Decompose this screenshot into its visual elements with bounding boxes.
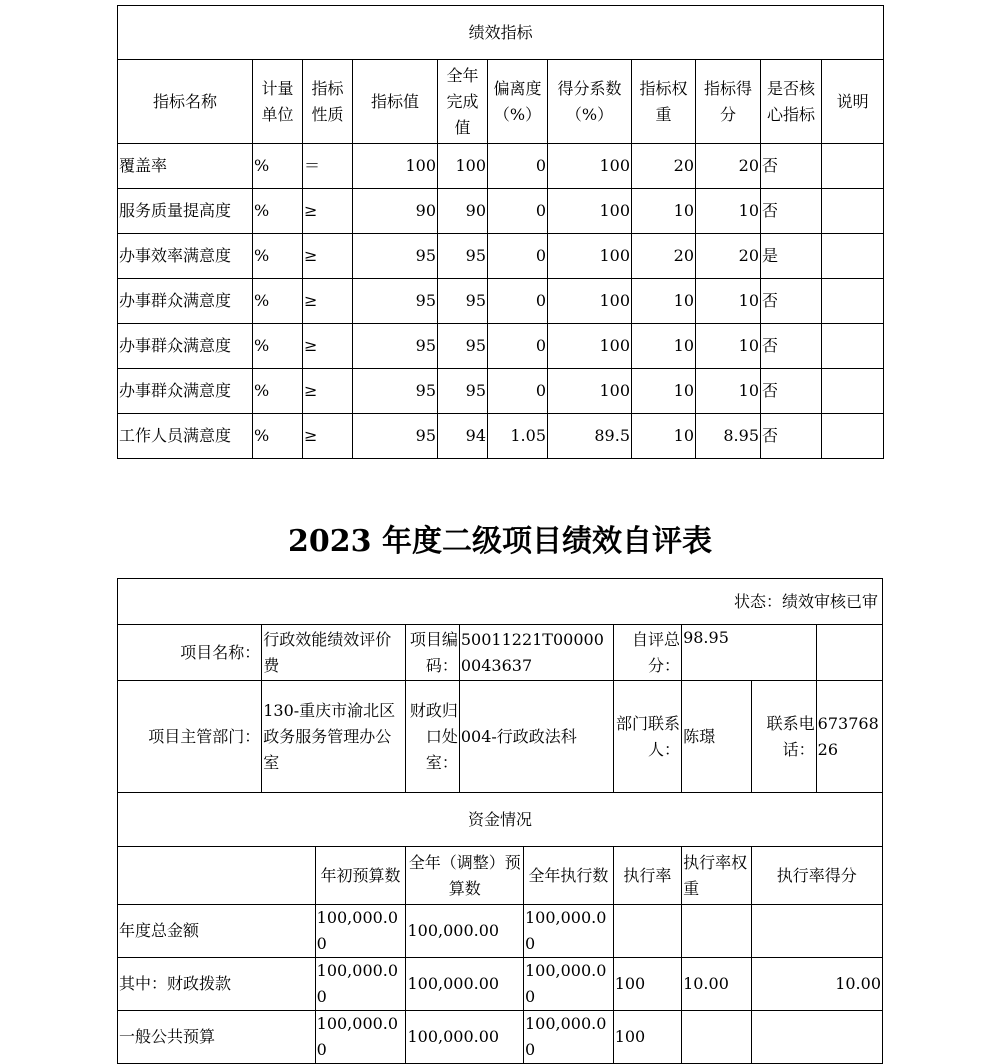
empty-cell xyxy=(118,847,316,905)
funds-cell: 100,000.00 xyxy=(315,1011,406,1064)
header-cell: 得分系数（%） xyxy=(548,60,632,144)
table-row xyxy=(118,369,884,414)
table-cell: 10 xyxy=(696,324,761,369)
header-cell: 指标名称 xyxy=(118,60,253,144)
table-cell xyxy=(822,369,884,414)
table-row xyxy=(118,279,884,324)
table-cell: 覆盖率 xyxy=(118,144,253,189)
table-cell: % xyxy=(253,279,303,324)
dept-label: 项目主管部门： xyxy=(118,681,262,793)
status-text: 状态：绩效审核已审 xyxy=(118,579,883,625)
table-cell: % xyxy=(253,414,303,459)
table-cell: 95 xyxy=(353,279,438,324)
table-row xyxy=(118,144,884,189)
table-cell: ≥ xyxy=(303,324,353,369)
table-cell: 10 xyxy=(696,369,761,414)
project-code-value: 50011221T000000043637 xyxy=(459,625,613,681)
table-cell: % xyxy=(253,234,303,279)
table-cell: 95 xyxy=(438,369,488,414)
funds-cell: 其中：财政拨款 xyxy=(118,958,316,1011)
funds-cell xyxy=(751,905,883,958)
table-cell: 10 xyxy=(632,369,696,414)
funds-cell: 100 xyxy=(613,958,681,1011)
table-cell: 否 xyxy=(761,279,822,324)
table-row xyxy=(118,234,884,279)
table-cell: 10 xyxy=(632,414,696,459)
funds-cell: 100 xyxy=(613,1011,681,1064)
table-cell: 工作人员满意度 xyxy=(118,414,253,459)
table-cell: 100 xyxy=(548,279,632,324)
funds-cell xyxy=(682,1011,751,1064)
funds-header-cell: 年初预算数 xyxy=(315,847,406,905)
table-cell: 100 xyxy=(548,144,632,189)
table-cell: 0 xyxy=(488,234,548,279)
table-cell: 100 xyxy=(353,144,438,189)
funds-cell: 10.00 xyxy=(682,958,751,1011)
funds-cell xyxy=(613,905,681,958)
funds-cell xyxy=(751,1011,883,1064)
table-cell: 90 xyxy=(438,189,488,234)
table-cell: 10 xyxy=(632,189,696,234)
table-cell: 100 xyxy=(548,189,632,234)
contact-value: 陈璟 xyxy=(682,681,751,793)
table-cell: 94 xyxy=(438,414,488,459)
table-cell xyxy=(822,189,884,234)
table-cell: 10 xyxy=(632,279,696,324)
table-cell: 10 xyxy=(696,189,761,234)
table-cell: 95 xyxy=(353,234,438,279)
table-cell: 办事群众满意度 xyxy=(118,279,253,324)
funds-cell: 100,000.00 xyxy=(406,905,524,958)
header-cell: 指标权重 xyxy=(632,60,696,144)
table-cell: % xyxy=(253,189,303,234)
table-cell xyxy=(822,279,884,324)
header-cell: 偏离度（%） xyxy=(488,60,548,144)
table-cell: 否 xyxy=(761,369,822,414)
table-cell: 服务质量提高度 xyxy=(118,189,253,234)
finance-value: 004-行政政法科 xyxy=(459,681,613,793)
funds-cell: 100,000.00 xyxy=(406,958,524,1011)
table-cell: 95 xyxy=(438,279,488,324)
table-cell: 0 xyxy=(488,369,548,414)
funds-row xyxy=(118,905,883,958)
table-cell xyxy=(822,144,884,189)
header-cell: 是否核心指标 xyxy=(761,60,822,144)
table-cell: 100 xyxy=(548,369,632,414)
table-cell: 否 xyxy=(761,414,822,459)
table-cell: 95 xyxy=(438,324,488,369)
header-cell: 全年完成值 xyxy=(438,60,488,144)
header-cell: 指标性质 xyxy=(303,60,353,144)
table-cell: 是 xyxy=(761,234,822,279)
funds-cell: 100,000.00 xyxy=(406,1011,524,1064)
funds-cell xyxy=(682,905,751,958)
table-row xyxy=(118,324,884,369)
table-cell: ≥ xyxy=(303,279,353,324)
table-cell: ＝ xyxy=(303,144,353,189)
table-cell: % xyxy=(253,144,303,189)
funds-cell: 100,000.00 xyxy=(523,1011,613,1064)
table-cell: 20 xyxy=(696,234,761,279)
header-cell: 计量单位 xyxy=(253,60,303,144)
dept-value: 130-重庆市渝北区政务服务管理办公室 xyxy=(262,681,406,793)
funds-header-cell: 执行率权重 xyxy=(682,847,751,905)
score-value: 98.95 xyxy=(682,625,817,681)
table-cell: 否 xyxy=(761,324,822,369)
self-evaluation-table xyxy=(117,578,883,1064)
table-cell: 0 xyxy=(488,324,548,369)
table-cell: 100 xyxy=(548,234,632,279)
funds-header-cell: 执行率 xyxy=(613,847,681,905)
table-cell: 20 xyxy=(696,144,761,189)
table-cell: ≥ xyxy=(303,234,353,279)
table-cell xyxy=(822,414,884,459)
document-title: 2023 年度二级项目绩效自评表 xyxy=(288,524,712,559)
funds-header-cell: 全年执行数 xyxy=(523,847,613,905)
table-row xyxy=(118,189,884,234)
table-cell: 100 xyxy=(548,324,632,369)
table-cell: 90 xyxy=(353,189,438,234)
funds-cell: 年度总金额 xyxy=(118,905,316,958)
funds-cell: 100,000.00 xyxy=(315,958,406,1011)
table-cell: ≥ xyxy=(303,189,353,234)
table-cell: 办事效率满意度 xyxy=(118,234,253,279)
table-cell: 20 xyxy=(632,144,696,189)
contact-label: 部门联系人： xyxy=(613,681,681,793)
table-cell: 办事群众满意度 xyxy=(118,369,253,414)
funds-header-cell: 执行率得分 xyxy=(751,847,883,905)
table-cell: 0 xyxy=(488,189,548,234)
funds-header-row xyxy=(118,847,883,905)
funds-header-cell: 全年（调整）预算数 xyxy=(406,847,524,905)
phone-value: 67376826 xyxy=(816,681,882,793)
section-title: 绩效指标 xyxy=(118,6,884,60)
table-cell: 1.05 xyxy=(488,414,548,459)
funds-row xyxy=(118,1011,883,1064)
table-cell: 否 xyxy=(761,144,822,189)
funds-section-title: 资金情况 xyxy=(118,793,883,847)
table-cell xyxy=(822,324,884,369)
header-row xyxy=(118,60,884,144)
table-cell: 95 xyxy=(353,369,438,414)
table-cell: 10 xyxy=(696,279,761,324)
table-cell: 办事群众满意度 xyxy=(118,324,253,369)
table-cell: 10 xyxy=(632,324,696,369)
funds-cell: 100,000.00 xyxy=(523,958,613,1011)
score-label: 自评总分： xyxy=(613,625,681,681)
empty-cell xyxy=(816,625,882,681)
funds-row xyxy=(118,958,883,1011)
header-cell: 指标值 xyxy=(353,60,438,144)
table-cell: 0 xyxy=(488,279,548,324)
table-cell xyxy=(822,234,884,279)
table-cell: 20 xyxy=(632,234,696,279)
finance-label: 财政归口处室： xyxy=(406,681,459,793)
project-code-label: 项目编码： xyxy=(406,625,459,681)
table-cell: ≥ xyxy=(303,369,353,414)
funds-cell: 一般公共预算 xyxy=(118,1011,316,1064)
funds-cell: 100,000.00 xyxy=(523,905,613,958)
header-cell: 指标得分 xyxy=(696,60,761,144)
header-cell: 说明 xyxy=(822,60,884,144)
table-cell: 否 xyxy=(761,189,822,234)
table-cell: 0 xyxy=(488,144,548,189)
table-cell: % xyxy=(253,324,303,369)
funds-cell: 10.00 xyxy=(751,958,883,1011)
funds-cell: 100,000.00 xyxy=(315,905,406,958)
table-cell: 95 xyxy=(353,324,438,369)
project-name-value: 行政效能绩效评价费 xyxy=(262,625,406,681)
table-cell: 95 xyxy=(438,234,488,279)
table-cell: 89.5 xyxy=(548,414,632,459)
table-cell: % xyxy=(253,369,303,414)
table-cell: 95 xyxy=(353,414,438,459)
project-name-label: 项目名称： xyxy=(118,625,262,681)
table-row xyxy=(118,414,884,459)
table-cell: ≥ xyxy=(303,414,353,459)
phone-label: 联系电话： xyxy=(751,681,816,793)
table-cell: 8.95 xyxy=(696,414,761,459)
table-cell: 100 xyxy=(438,144,488,189)
performance-indicator-table xyxy=(117,5,884,459)
